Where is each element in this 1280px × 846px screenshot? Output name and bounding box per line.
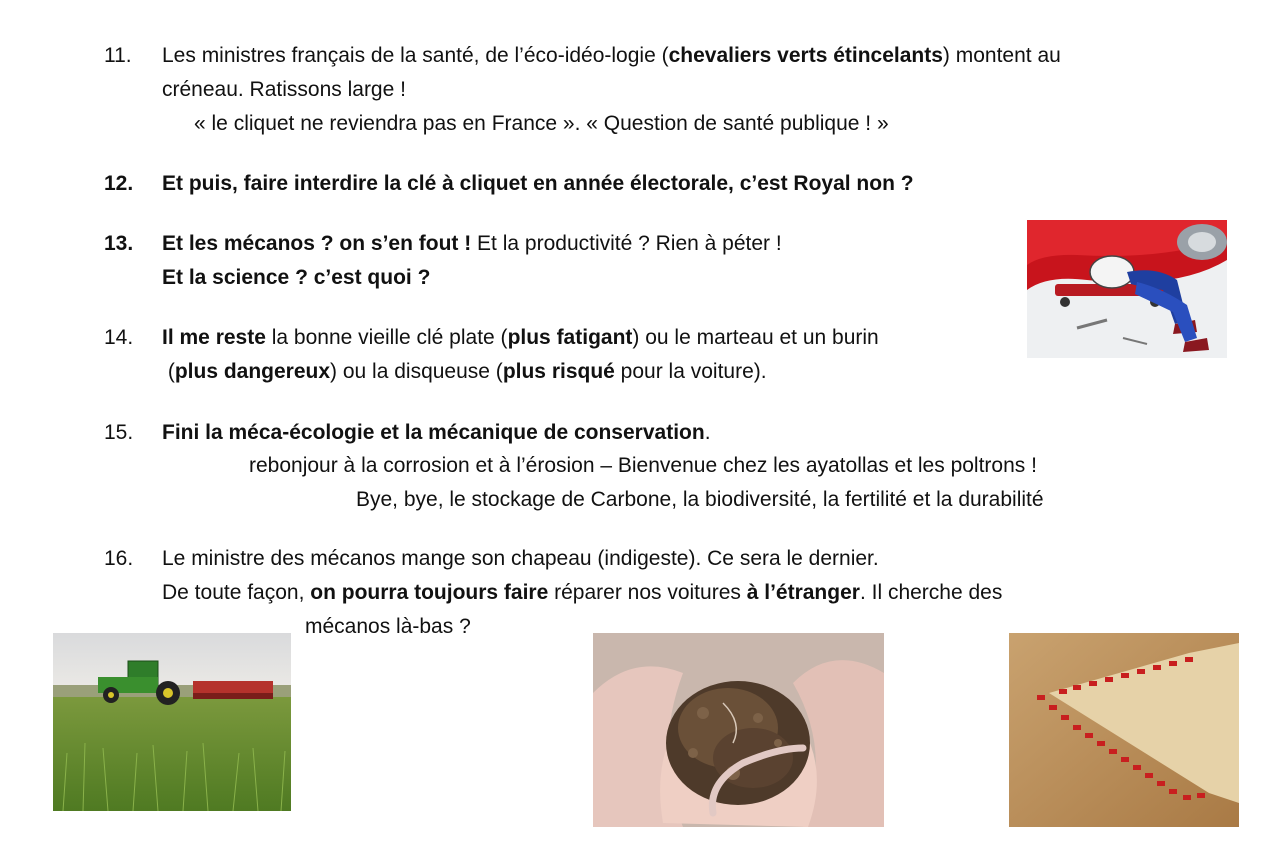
mechanic-under-car-image (1027, 220, 1227, 358)
item-14-number: 14. (104, 326, 134, 349)
harvesters-aerial-image (1009, 633, 1239, 827)
item-13-line-2: Et la science ? c’est quoi ? (162, 266, 431, 289)
item-15-line-3: Bye, bye, le stockage de Carbone, la biodiversité, la fertilité et la durabilité (356, 488, 1044, 511)
item-12-number: 12. (104, 172, 134, 195)
item-11-line-1: Les ministres français de la santé, de l’éco-idéo-logie (chevaliers verts étincelants) montent au (162, 44, 1061, 67)
item-11-line-2: créneau. Ratissons large ! (162, 78, 406, 101)
tractor-field-image (53, 633, 291, 811)
item-15-line-1: Fini la méca-écologie et la mécanique de conservation. (162, 421, 711, 444)
soil-hands-image (593, 633, 884, 827)
item-11-number: 11. (104, 44, 132, 67)
item-14-line-2: (plus dangereux) ou la disqueuse (plus risqué pour la voiture). (162, 360, 767, 383)
item-15-number: 15. (104, 421, 134, 444)
item-16-number: 16. (104, 547, 134, 570)
item-14-line-1: Il me reste la bonne vieille clé plate (plus fatigant) ou le marteau et un burin (162, 326, 879, 349)
item-15-line-2: rebonjour à la corrosion et à l’érosion – Bienvenue chez les ayatollas et les poltrons ! (249, 454, 1037, 477)
item-16-line-1: Le ministre des mécanos mange son chapeau (indigeste). Ce sera le dernier. (162, 547, 879, 570)
item-16-line-3: mécanos là-bas ? (305, 615, 471, 638)
item-12-line-1: Et puis, faire interdire la clé à cliquet en année électorale, c’est Royal non ? (162, 172, 914, 195)
item-13-line-1: Et les mécanos ? on s’en fout ! Et la productivité ? Rien à péter ! (162, 232, 782, 255)
item-13-number: 13. (104, 232, 134, 255)
item-16-line-2: De toute façon, on pourra toujours faire réparer nos voitures à l’étranger. Il cherche des (162, 581, 1003, 604)
item-11-quote: « le cliquet ne reviendra pas en France ». « Question de santé publique ! » (194, 112, 889, 135)
